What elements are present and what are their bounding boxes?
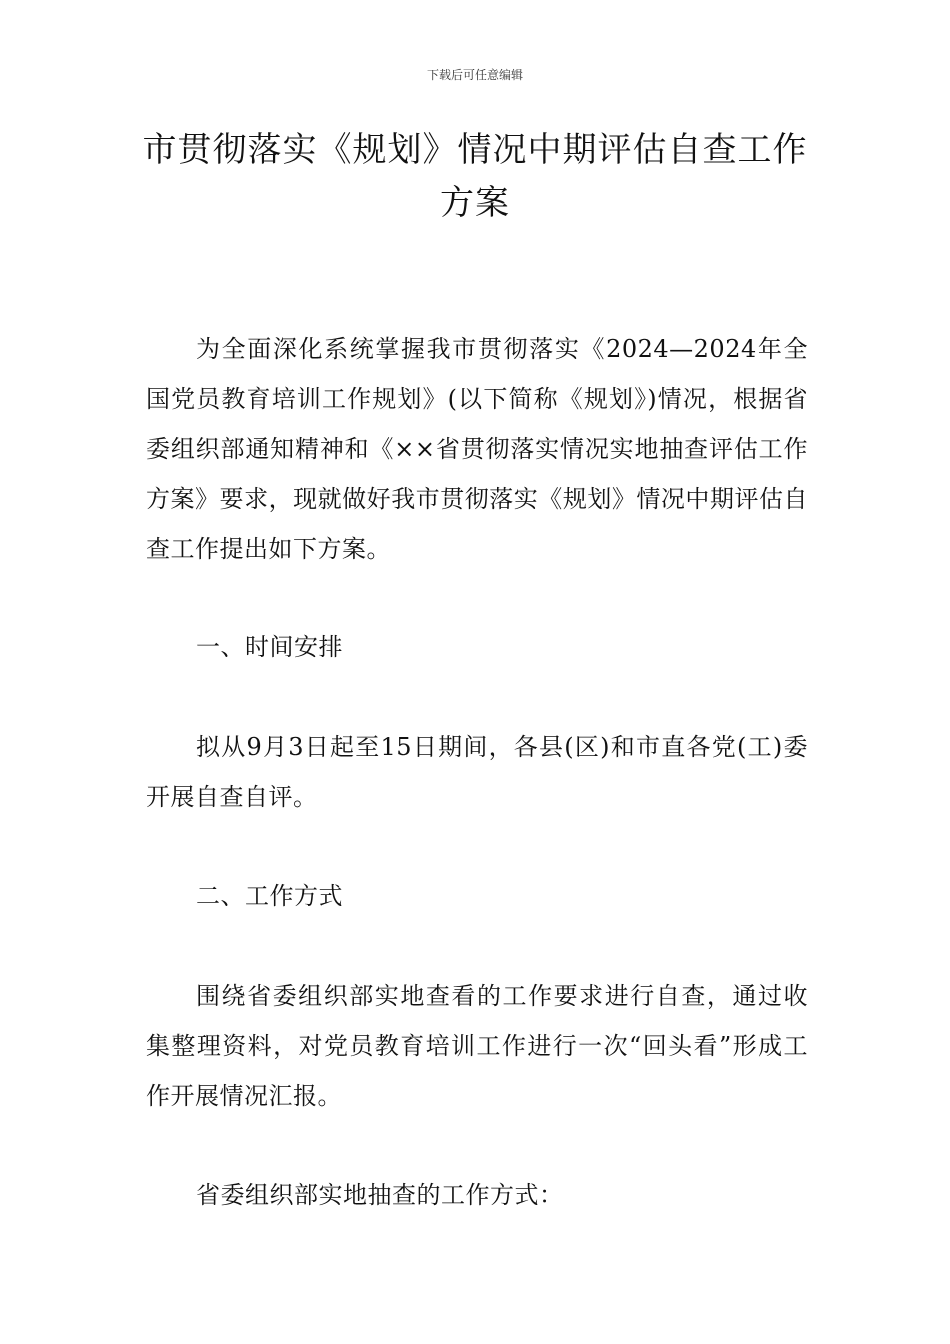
intro-paragraph: 为全面深化系统掌握我市贯彻落实《2024—2024年全国党员教育培训工作规划》(以下简称《规划》)情况，根据省委组织部通知精神和《××省贯彻落实情况实地抽查评估工作方案》要求，现就做好我市贯彻落实《规划》情况中期评估自查工作提出如下方案。 <box>146 335 808 563</box>
section-subheading-inspection: 省委组织部实地抽查的工作方式： <box>196 1181 564 1209</box>
section-heading-time: 一、时间安排 <box>196 633 343 661</box>
section-heading-method: 二、工作方式 <box>196 882 343 910</box>
page-title: 市贯彻落实《规划》情况中期评估自查工作方案 <box>142 130 808 223</box>
download-note: 下载后可任意编辑 <box>426 68 523 82</box>
section-body-method: 围绕省委组织部实地查看的工作要求进行自查，通过收集整理资料，对党员教育培训工作进行一次“回头看”形成工作开展情况汇报。 <box>146 982 808 1110</box>
section-body-time: 拟从9月3日起至15日期间，各县(区)和市直各党(工)委开展自查自评。 <box>146 733 808 811</box>
